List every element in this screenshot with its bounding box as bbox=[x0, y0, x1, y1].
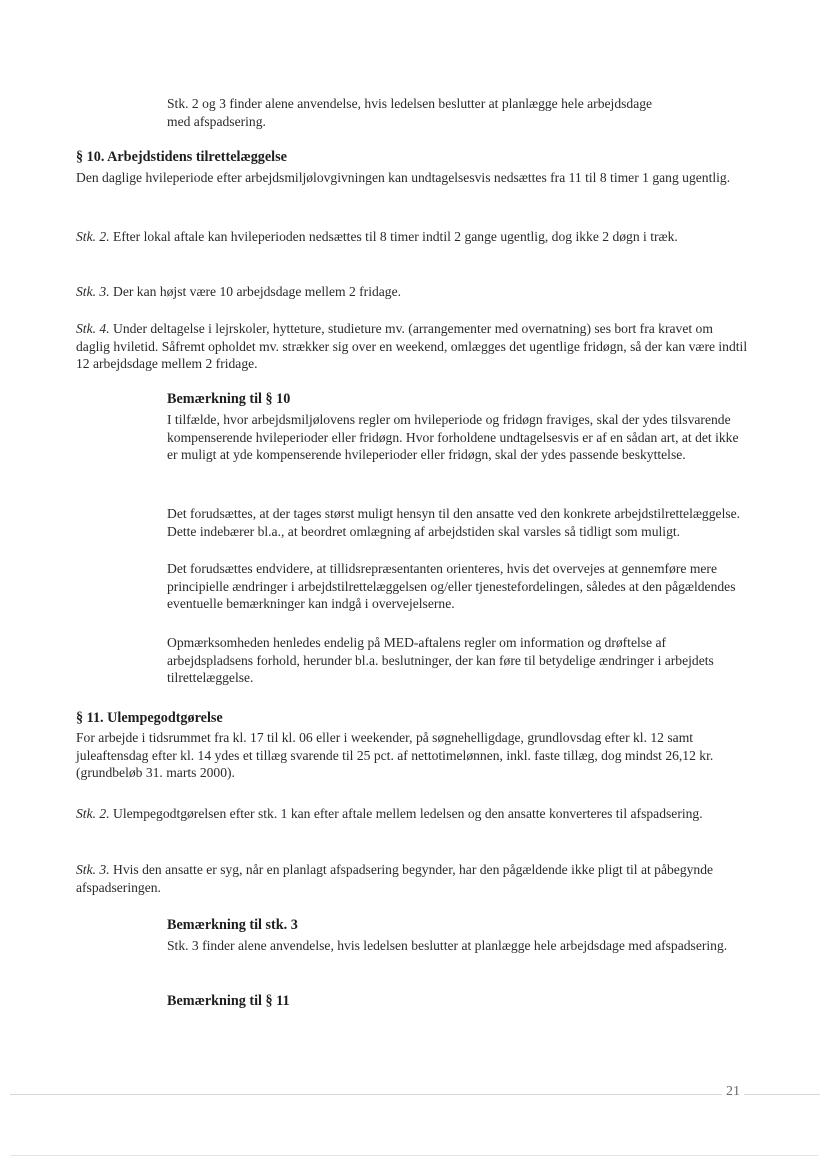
intro-line-2: med afspadsering. bbox=[167, 113, 266, 129]
stk-label: Stk. 2. bbox=[76, 806, 110, 821]
remark-11-heading: Bemærkning til § 11 bbox=[167, 993, 290, 1009]
stk-text: Efter lokal aftale kan hvileperioden nedsættes til 8 timer indtil 2 gange ugentlig, dog ikke 2 døgn i træk. bbox=[113, 229, 678, 244]
section-10-stk-3 bbox=[76, 283, 748, 301]
page-number: 21 bbox=[726, 1084, 740, 1099]
remark-10-paragraph-4: Opmærksomheden henledes endelig på MED-aftalens regler om information og drøftelse af arbejdspladsens forhold, herunder bl.a. beslutninger, der kan føre til betydelige ændringer i arbejdets tilrettelæggelse. bbox=[167, 635, 714, 686]
stk-text: Ulempegodtgørelsen efter stk. 1 kan efter aftale mellem ledelsen og den ansatte konverteres til afspadsering. bbox=[113, 806, 703, 821]
stk-label: Stk. 2. bbox=[76, 229, 110, 244]
stk-text: Der kan højst være 10 arbejdsdage mellem 2 fridage. bbox=[113, 284, 402, 299]
remark-stk-3-paragraph: Stk. 3 finder alene anvendelse, hvis ledelsen beslutter at planlægge hele arbejdsdage med afspadsering. bbox=[167, 938, 728, 953]
intro-line-1: Stk. 2 og 3 finder alene anvendelse, hvis ledelsen beslutter at planlægge hele arbejdsdage bbox=[167, 96, 653, 111]
footer-rule-left bbox=[10, 1094, 722, 1095]
remark-stk-3-heading: Bemærkning til stk. 3 bbox=[167, 917, 298, 933]
stk-text: Under deltagelse i lejrskoler, hytteture, studieture mv. (arrangementer med overnatning) ses bort fra kravet om daglig hviletid. Såfremt opholdet mv. strækker sig over en weekend, omlægges det ugentlige fridøgn, så der kan være indtil 12 arbejdsdage mellem 2 fridage. bbox=[76, 321, 748, 372]
section-11-stk-2 bbox=[76, 805, 748, 823]
section-10-stk-2 bbox=[76, 228, 748, 246]
stk-text: Hvis den ansatte er syg, når en planlagt afspadsering begynder, har den pågældende ikke pligt til at påbegynde afspadseringen. bbox=[76, 862, 714, 895]
intro-paragraph bbox=[167, 95, 747, 130]
section-10-heading: § 10. Arbejdstidens tilrettelæggelse bbox=[76, 149, 287, 165]
section-11-heading: § 11. Ulempegodtgørelse bbox=[76, 710, 223, 726]
section-10-paragraph: Den daglige hvileperiode efter arbejdsmiljølovgivningen kan undtagelsesvis nedsættes fra 11 til 8 timer 1 gang ugentlig. bbox=[76, 170, 731, 185]
footer-rule-right bbox=[744, 1094, 820, 1095]
stk-label: Stk. 3. bbox=[76, 862, 110, 877]
remark-10-paragraph-1: I tilfælde, hvor arbejdsmiljølovens regler om hvileperiode og fridøgn fraviges, skal der ydes tilsvarende kompenserende hvileperioder eller fridøgn. Hvor forholdene undtagelsesvis er af en sådan art, at det ikke er muligt at yde kompenserende hvileperioder eller fridøgn, skal der ydes passende beskyttelse. bbox=[167, 412, 739, 463]
remark-10-heading: Bemærkning til § 10 bbox=[167, 391, 291, 407]
remark-10-paragraph-2: Det forudsættes, at der tages størst muligt hensyn til den ansatte ved den konkrete arbejdstilrettelæggelse. Dette indebærer bl.a., at beordret omlægning af arbejdstiden skal varsles så tidligt som muligt. bbox=[167, 506, 741, 539]
section-11-stk-3 bbox=[76, 861, 748, 896]
section-10-stk-4 bbox=[76, 320, 748, 373]
section-11-paragraph: For arbejde i tidsrummet fra kl. 17 til kl. 06 eller i weekender, på søgnehelligdage, grundlovsdag efter kl. 12 samt juleaftensdag efter kl. 14 ydes et tillæg svarende til 25 pct. af nettotimelønnen, inkl. faste tillæg, dog mindst 26,12 kr. (grundbeløb 31. marts 2000). bbox=[76, 730, 714, 781]
stk-label: Stk. 4. bbox=[76, 321, 110, 336]
stk-label: Stk. 3. bbox=[76, 284, 110, 299]
remark-10-paragraph-3: Det forudsættes endvidere, at tillidsrepræsentanten orienteres, hvis det overvejes at gennemføre mere principielle ændringer i arbejdstilrettelæggelsen og/eller tjenestefordelingen, således at den pågældendes eventuelle bemærkninger kan indgå i overvejelserne. bbox=[167, 561, 736, 612]
bottom-edge-rule bbox=[10, 1155, 818, 1156]
